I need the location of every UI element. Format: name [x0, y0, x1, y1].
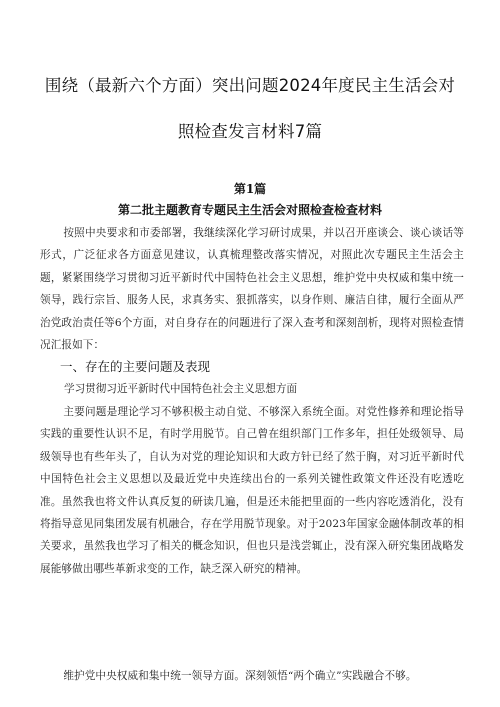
sub-heading-theory-study: 学习贯彻习近平新时代中国特色社会主义思想方面	[64, 383, 298, 395]
document-title-line-2: 照检查发言材料7篇	[177, 122, 323, 141]
paragraph-theory-study-problems: 主要问题是理论学习不够积极主动自觉、不够深入系统全面。对党性修养和理论指导实践的重要性认识不足，有时学用脱节。自己曾在组织部门工作多年，担任处级领导、局级领导也有些年头了，自认为对党的理论知识和大政方针已经了然于胸，对习近平新时代中国特色社会主义思想以及最近党中央连续出台的一系列关键性政策文件还没有吃透吃准。虽然我也将文件认真反复的研读几遍，但是还未能把里面的一些内容吃透消化，没有将指导意见同集团发展有机融合，存在学用脱节现象。对于2023年国家金融体制改革的相关要求，虽然我也学习了相关的概念知识，但也只是浅尝辄止，没有深入研究集团战略发展能够做出哪些革新求变的工作，缺乏深入研究的精神。	[40, 406, 464, 575]
heading-main-problems: 一、存在的主要问题及表现	[60, 359, 211, 374]
intro-paragraph: 按照中央要求和市委部署，我继续深化学习研讨成果，并以召开座谈会、谈心谈话等形式，广泛征求各方面意见建议，认真梳理整改落实情况，对照此次专题民主生活会主题，紧紧围绕学习贯彻习近平新时代中国特色社会主义思想，维护党中央权威和集中统一领导，践行宗旨、服务人民，求真务实、狠抓落实，以身作则、廉洁自律，履行全面从严治党政治责任等6个方面，对自身存在的问题进行了深入查考和深刻剖析，现将对照检查情况汇报如下：	[40, 227, 464, 352]
document-title-line-1: 围绕（最新六个方面）突出问题2024年度民主生活会对	[44, 76, 456, 95]
paragraph-party-authority: 维护党中央权威和集中统一领导方面。深刻领悟“两个确立”实践融合不够。	[63, 670, 417, 682]
section-number-label: 第1篇	[233, 182, 267, 196]
section-title: 第二批主题教育专题民主生活会对照检查检查材料	[117, 203, 382, 217]
